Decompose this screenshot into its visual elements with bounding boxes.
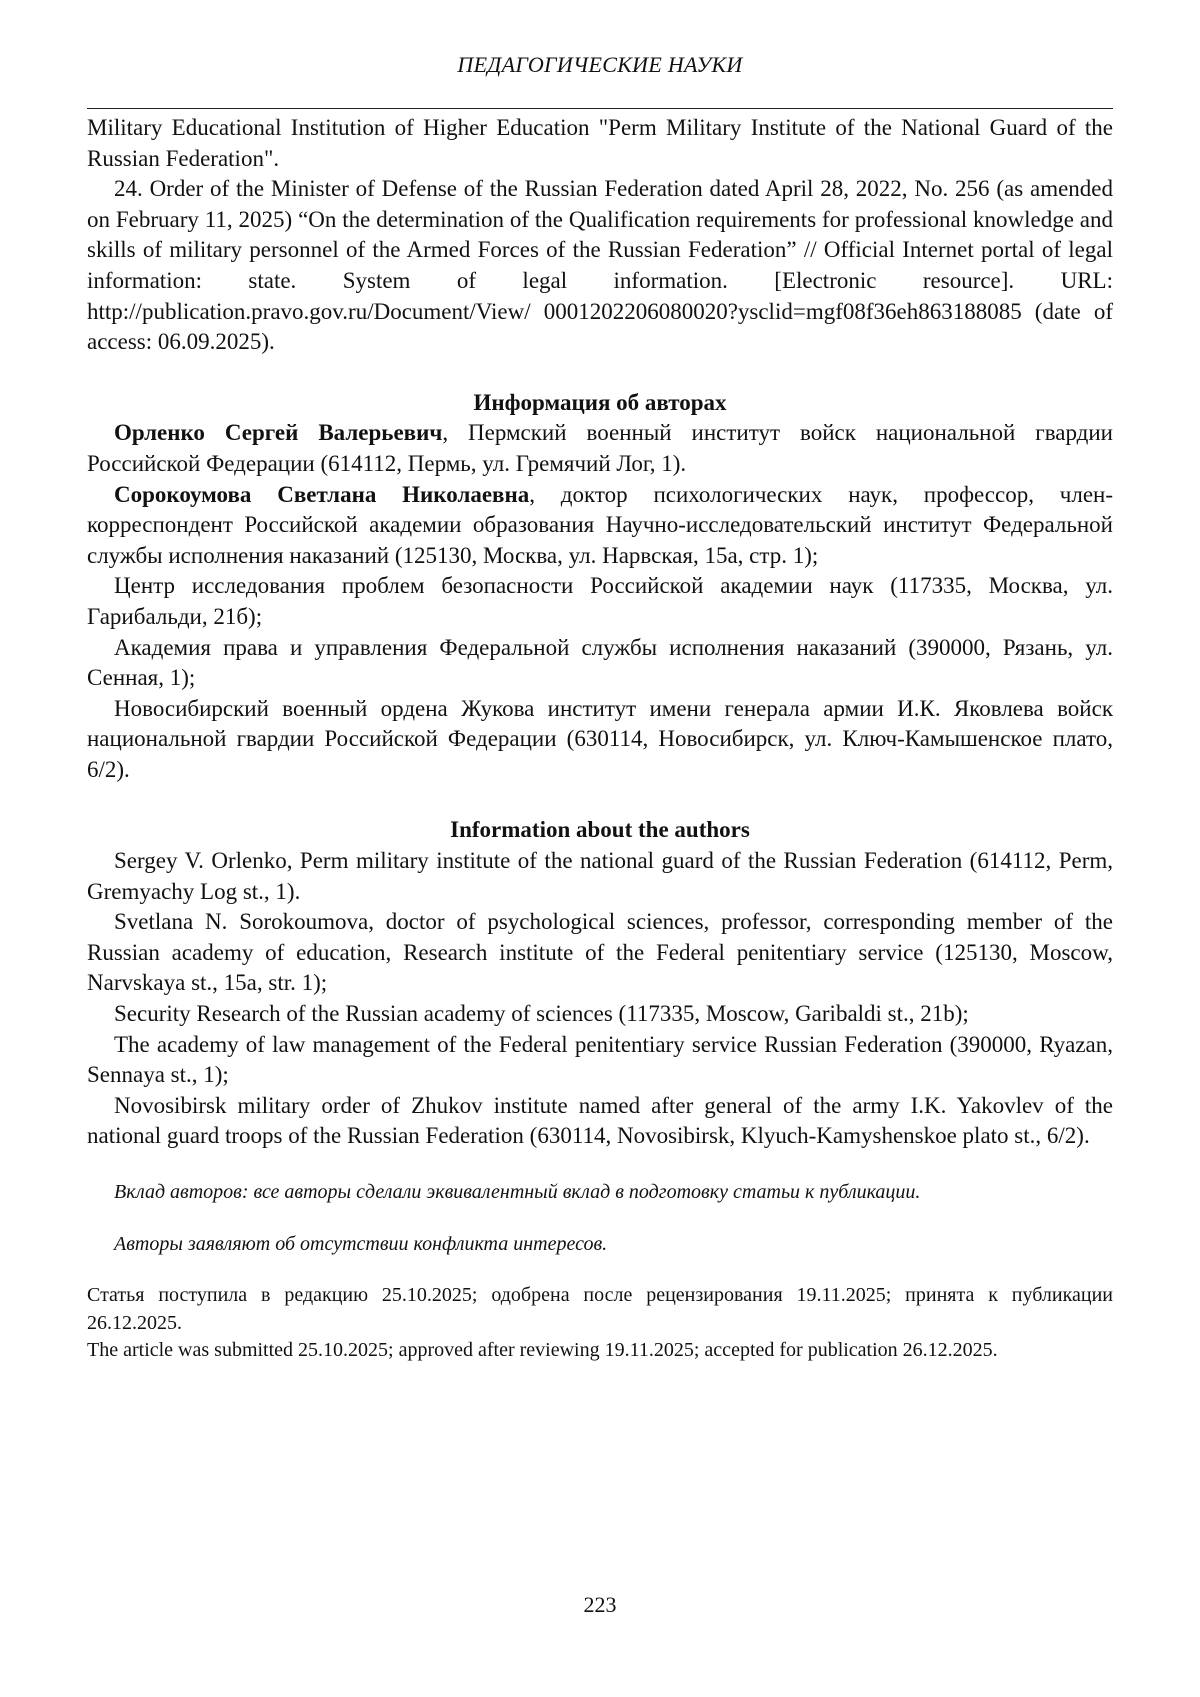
author-1-info-ru: , Пермский военный институт войск национальной гвардии Российской Федерации (614112, Пермь, ул. Гремячий Лог, 1).	[87, 420, 1113, 476]
spacer	[87, 1258, 1113, 1282]
author-2-en: Svetlana N. Sorokoumova, doctor of psychological sciences, professor, corresponding member of the Russian academy of education, Research institute of the Federal penitentiary service (125130, Moscow, Narvskaya st., 15a, str. 1);	[87, 909, 1113, 996]
author-1-name-ru: Орленко Сергей Валерьевич	[114, 420, 443, 446]
spacer	[87, 1152, 1113, 1178]
page-body	[87, 113, 1113, 1365]
author-1-en: Sergey V. Orlenko, Perm military institute of the national guard of the Russian Federation (614112, Perm, Gremyachy Log st., 1).	[87, 848, 1113, 904]
author-2-info-ru: , доктор психологических наук, профессор, член-корреспондент Российской академии образования Научно-исследовательский институт Федеральной службы исполнения наказаний (125130, Москва, ул. Нарвская, 15а, стр. 1);	[87, 481, 1113, 568]
author-2-name-ru: Сорокоумова Светлана Николаевна	[114, 481, 530, 507]
spacer	[87, 785, 1113, 815]
author-2-affiliation-4-ru: Новосибирский военный ордена Жукова институт имени генерала армии И.К. Яковлева войск национальной гвардии Российской Федерации (630114, Новосибирск, ул. Ключ-Камышенское плато, 6/2).	[87, 695, 1113, 782]
dates-en: The article was submitted 25.10.2025; approved after reviewing 19.11.2025; accepted for publication 26.12.2025.	[87, 1339, 998, 1361]
running-header: ПЕДАГОГИЧЕСКИЕ НАУКИ	[457, 52, 743, 77]
reference-24: 24. Order of the Minister of Defense of the Russian Federation dated April 28, 2022, No. 256 (as amended on February 11, 2025) “On the determination of the Qualification requirements for professional knowledge and skills of military personnel of the Armed Forces of the Russian Federation” // Official Internet portal of legal information: state. System of legal information. [Electronic resource]. URL: http://publication.pravo.gov.ru/Document/View/ 0001202206080020?ysclid=mgf08f36eh863188085 (date of access: 06.09.2025).	[87, 176, 1113, 355]
contribution-note: Вклад авторов: все авторы сделали эквивалентный вклад в подготовку статьи к публикации.	[114, 1181, 921, 1203]
dates-ru: Статья поступила в редакцию 25.10.2025; одобрена после рецензирования 19.11.2025; принята к публикации 26.12.2025.	[87, 1284, 1113, 1334]
reference-23-tail: Military Educational Institution of Higher Education "Perm Military Institute of the National Guard of the Russian Federation".	[87, 115, 1113, 171]
page-number: 223	[583, 1592, 617, 1617]
author-2-affiliation-2-ru: Центр исследования проблем безопасности Российской академии наук (117335, Москва, ул. Гарибальди, 21б);	[87, 573, 1113, 629]
author-1-ru	[87, 418, 1113, 479]
spacer	[87, 358, 1113, 388]
author-2-affiliation-3-ru: Академия права и управления Федеральной службы исполнения наказаний (390000, Рязань, ул. Сенная, 1);	[87, 634, 1113, 691]
author-2-affiliation-3-en: The academy of law management of the Federal penitentiary service Russian Federation (390000, Ryazan, Sennaya st., 1);	[87, 1031, 1113, 1088]
authors-heading-en: Information about the authors	[450, 817, 750, 843]
authors-heading-ru: Информация об авторах	[473, 389, 727, 415]
conflict-note: Авторы заявляют об отсутствии конфликта интересов.	[114, 1233, 608, 1255]
author-2-ru	[87, 480, 1113, 572]
author-2-affiliation-2-en: Security Research of the Russian academy of sciences (117335, Moscow, Garibaldi st., 21b);	[114, 1001, 969, 1027]
header-rule	[87, 108, 1113, 109]
author-2-affiliation-4-en: Novosibirsk military order of Zhukov institute named after general of the army I.K. Yakovlev of the national guard troops of the Russian Federation (630114, Novosibirsk, Klyuch-Kamyshenskoe plato st., 6/2).	[87, 1092, 1113, 1149]
spacer	[87, 1206, 1113, 1230]
